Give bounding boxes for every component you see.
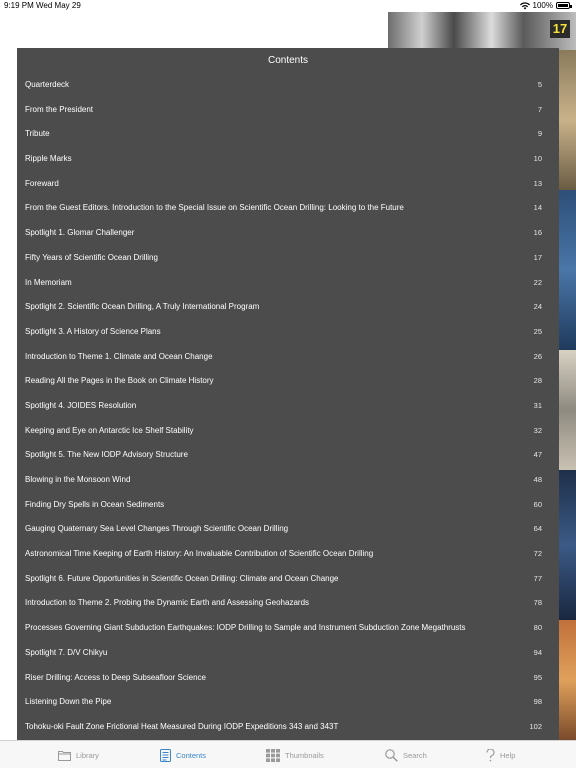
toc-item-title: Listening Down the Pipe xyxy=(25,697,112,707)
toc-item[interactable] xyxy=(17,320,559,345)
toc-item[interactable] xyxy=(17,369,559,394)
toc-item[interactable] xyxy=(17,196,559,221)
status-time: 9:19 PM xyxy=(4,1,34,10)
toc-item-page: 48 xyxy=(533,475,542,484)
toc-item[interactable] xyxy=(17,715,559,740)
toc-item[interactable] xyxy=(17,122,559,147)
toc-item-title: Tribute xyxy=(25,129,50,139)
toc-item[interactable] xyxy=(17,517,559,542)
toc-item-title: Gauging Quaternary Sea Level Changes Through Scientific Ocean Drilling xyxy=(25,524,289,534)
toc-item[interactable] xyxy=(17,443,559,468)
document-list-icon xyxy=(160,749,171,762)
cover-photo xyxy=(388,12,576,50)
toc-item-page: 25 xyxy=(533,326,542,336)
toc-item-title: Spotlight 6. Future Opportunities in Scientific Ocean Drilling: Climate and Ocean Change xyxy=(25,573,339,583)
tab-help[interactable] xyxy=(486,747,515,763)
toc-item-title: Reading All the Pages in the Book on Climate History xyxy=(25,376,214,386)
battery-percent: 100% xyxy=(532,1,553,10)
toc-item[interactable] xyxy=(17,468,559,493)
question-mark-icon xyxy=(486,749,495,762)
folder-icon xyxy=(58,750,71,761)
toc-item-page: 95 xyxy=(533,672,542,682)
toc-item[interactable] xyxy=(17,616,559,641)
toc-item-title: Foreward xyxy=(25,178,59,188)
toc-item[interactable] xyxy=(17,493,559,518)
toc-item-title: Processes Governing Giant Subduction Earthquakes: IODP Drilling to Sample and Instrument Subduction Zone Megathrusts xyxy=(25,623,466,633)
toc-item[interactable] xyxy=(17,345,559,370)
toc-item-title: From the Guest Editors. Introduction to the Special Issue on Scientific Ocean Drilling: Looking to the Future xyxy=(25,203,404,213)
toc-item[interactable] xyxy=(17,690,559,715)
tab-library-label: Library xyxy=(76,750,99,760)
cover-image-strip xyxy=(558,620,576,740)
toc-item-page: 9 xyxy=(537,129,542,139)
toc-item-page: 10 xyxy=(533,154,542,164)
toc-item-title: Introduction to Theme 1. Climate and Ocean Change xyxy=(25,351,213,361)
toc-item-title: Keeping and Eye on Antarctic Ice Shelf Stability xyxy=(25,425,194,435)
toc-item-title: Introduction to Theme 2. Probing the Dynamic Earth and Assessing Geohazards xyxy=(25,598,310,608)
toc-item-page: 80 xyxy=(533,623,542,633)
toc-item[interactable] xyxy=(17,271,559,296)
toc-item-title: Spotlight 3. A History of Science Plans xyxy=(25,326,161,336)
toc-item[interactable] xyxy=(17,221,559,246)
status-indicators xyxy=(520,1,570,10)
toc-list xyxy=(17,73,559,740)
toc-item-page: 16 xyxy=(533,228,542,238)
toc-item-title: Spotlight 1. Glomar Challenger xyxy=(25,228,135,238)
tab-thumbnails-label: Thumbnails xyxy=(285,750,324,760)
toc-item-page: 60 xyxy=(533,499,542,509)
toc-item-page: 32 xyxy=(533,425,542,435)
tab-thumbnails[interactable] xyxy=(266,747,324,763)
battery-icon xyxy=(556,2,570,9)
toc-item-page: 64 xyxy=(533,524,542,534)
toc-item-title: Ripple Marks xyxy=(25,154,72,164)
cover-image-strip xyxy=(558,470,576,620)
toc-item-title: Spotlight 5. The New IODP Advisory Structure xyxy=(25,450,188,460)
toc-item-page: 98 xyxy=(533,697,542,707)
toc-item-page: 31 xyxy=(533,400,542,410)
cover-image-strip xyxy=(558,350,576,470)
toc-item-title: Finding Dry Spells in Ocean Sediments xyxy=(25,499,165,509)
toc-item[interactable] xyxy=(17,73,559,98)
toc-item-title: Spotlight 2. Scientific Ocean Drilling, A Truly International Program xyxy=(25,302,260,312)
toc-item-title: Spotlight 7. D/V Chikyu xyxy=(25,647,108,657)
toc-item-page: 14 xyxy=(533,203,542,213)
toc-item-title: Quarterdeck xyxy=(25,80,70,89)
toc-item-page: 13 xyxy=(533,178,542,188)
toc-item[interactable] xyxy=(17,666,559,691)
toc-item-page: 26 xyxy=(533,351,542,361)
cover-badge: 17 xyxy=(550,20,570,38)
toc-item[interactable] xyxy=(17,147,559,172)
toc-item-title: In Memoriam xyxy=(25,277,72,287)
tab-search-label: Search xyxy=(403,750,427,760)
toc-item-page: 102 xyxy=(529,721,542,731)
toc-item[interactable] xyxy=(17,591,559,616)
toc-item-page: 47 xyxy=(533,450,542,460)
toc-item-title: Spotlight 4. JOIDES Resolution xyxy=(25,400,137,410)
toc-item-title: Fifty Years of Scientific Ocean Drilling xyxy=(25,252,158,262)
toc-item-page: 28 xyxy=(533,376,542,386)
status-date: Wed May 29 xyxy=(36,1,81,10)
toc-item-title: Tohoku-oki Fault Zone Frictional Heat Measured During IODP Expeditions 343 and 343T xyxy=(25,721,339,731)
search-icon xyxy=(385,749,398,762)
toc-item-page: 24 xyxy=(533,302,542,312)
toc-item-title: Astronomical Time Keeping of Earth History: An Invaluable Contribution of Scientific Ocean Drilling xyxy=(25,549,374,559)
toc-item-page: 17 xyxy=(533,252,542,262)
grid-icon xyxy=(266,749,280,762)
toc-item[interactable] xyxy=(17,542,559,567)
tab-search[interactable] xyxy=(385,747,427,763)
toc-item-page: 22 xyxy=(533,277,542,287)
contents-panel xyxy=(17,48,559,740)
tab-contents[interactable] xyxy=(160,747,206,763)
toc-item-page: 5 xyxy=(537,80,542,89)
toc-item[interactable] xyxy=(17,394,559,419)
toc-item-title: From the President xyxy=(25,104,94,114)
toc-item-page: 94 xyxy=(533,647,542,657)
toc-item[interactable] xyxy=(17,295,559,320)
tab-contents-label: Contents xyxy=(176,750,207,760)
toc-item[interactable] xyxy=(17,419,559,444)
toc-item[interactable] xyxy=(17,98,559,123)
wifi-icon xyxy=(520,2,530,10)
status-bar xyxy=(0,0,576,12)
toc-item-page: 78 xyxy=(533,598,542,608)
contents-title: Contents xyxy=(267,55,309,66)
toc-item-title: Riser Drilling: Access to Deep Subseafloor Science xyxy=(25,672,206,682)
tab-bar xyxy=(0,740,576,768)
toc-item-page: 77 xyxy=(533,573,542,583)
cover-image-strip xyxy=(558,50,576,190)
tab-help-label: Help xyxy=(500,750,516,760)
toc-item-page: 72 xyxy=(533,549,542,559)
toc-item[interactable] xyxy=(17,246,559,271)
toc-item-title: Blowing in the Monsoon Wind xyxy=(25,475,131,484)
toc-item[interactable] xyxy=(17,567,559,592)
toc-item-page: 7 xyxy=(537,104,542,114)
tab-library[interactable] xyxy=(58,747,99,763)
toc-item[interactable] xyxy=(17,172,559,197)
cover-image-strip xyxy=(558,190,576,350)
toc-item[interactable] xyxy=(17,641,559,666)
